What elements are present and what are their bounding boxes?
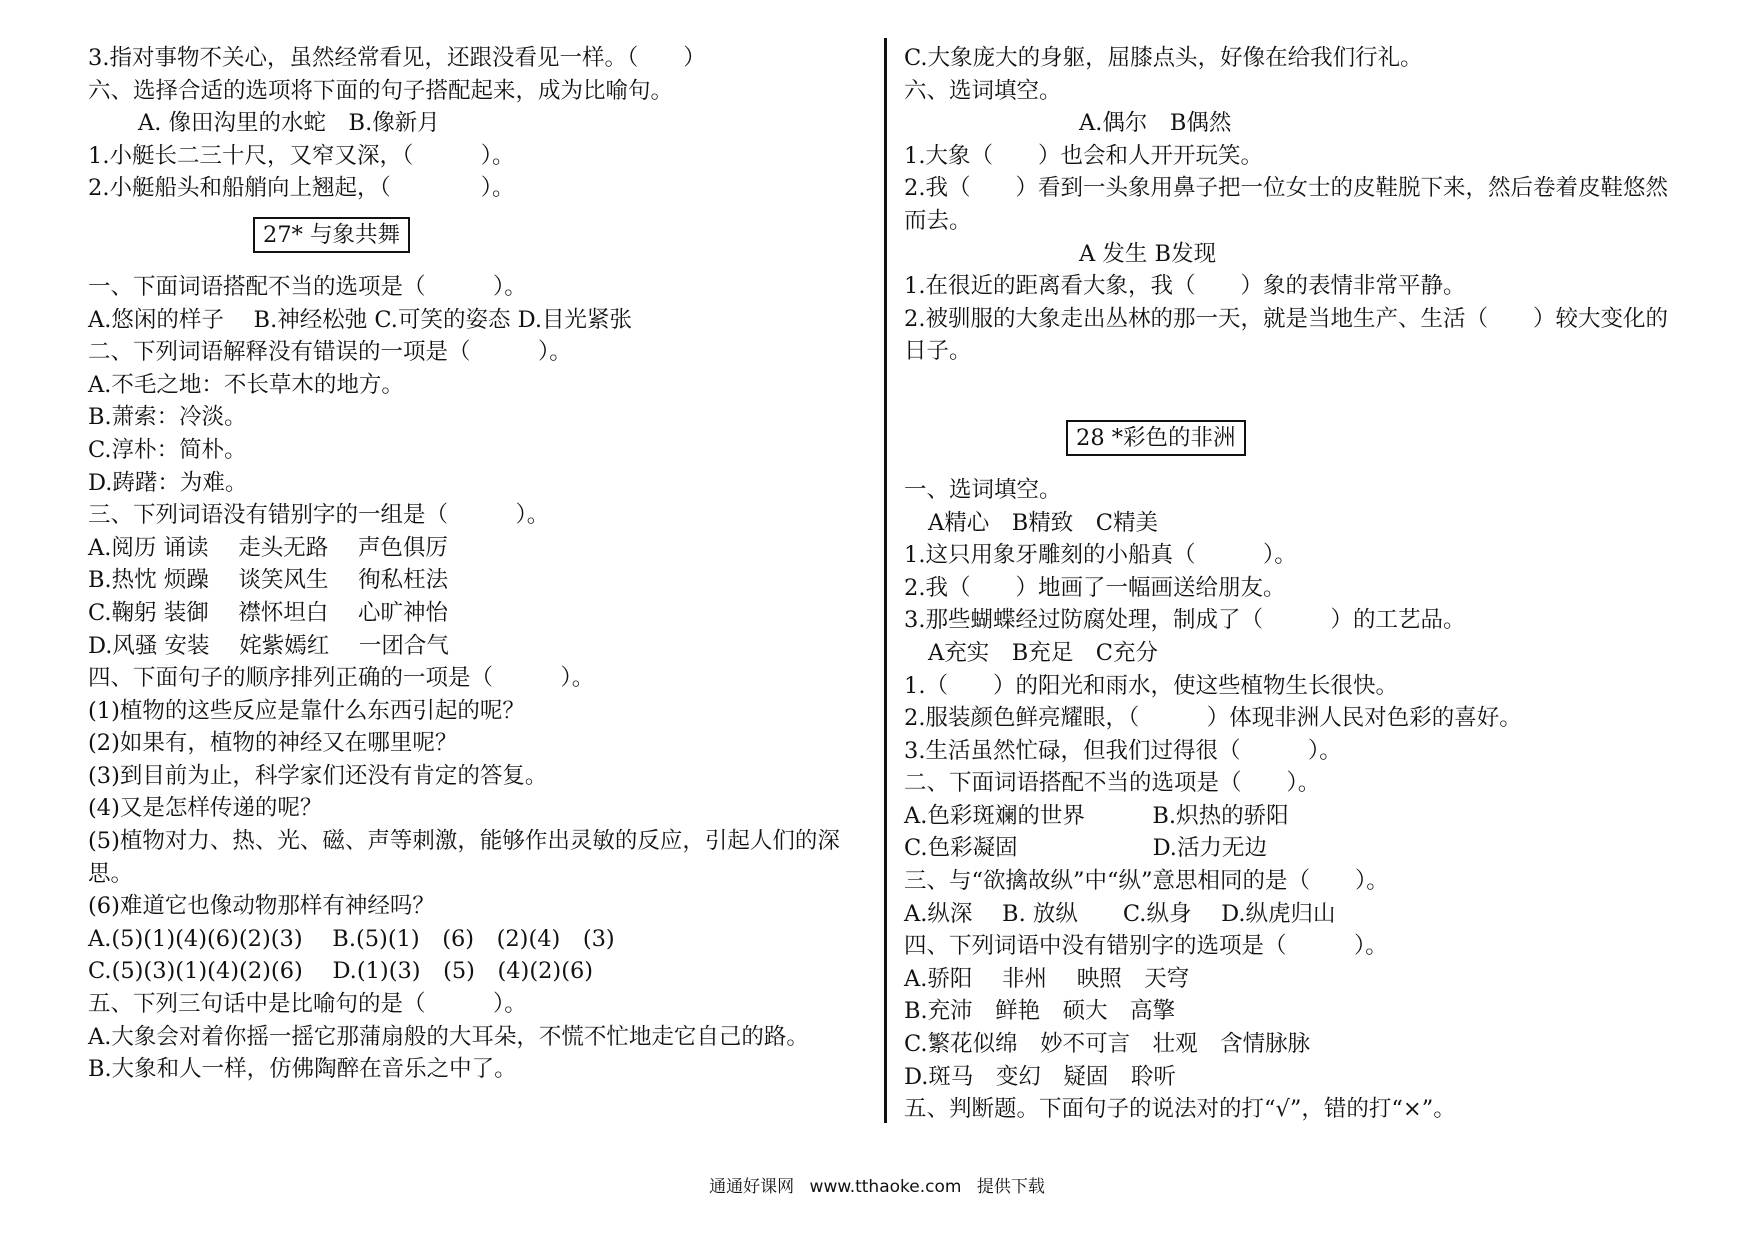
options-line: A.悠闲的样子 B.神经松弛 C.可笑的姿态 D.目光紧张 bbox=[88, 306, 632, 333]
options-line: A.色彩斑斓的世界 B.炽热的骄阳 bbox=[904, 802, 1289, 829]
sentence-item: (5)植物对力、热、光、磁、声等刺激，能够作出灵敏的反应，引起人们的深思。 bbox=[88, 828, 840, 887]
section-heading: 三、下列词语没有错别字的一组是（ ）。 bbox=[88, 502, 550, 529]
option-item: B.热忱 烦躁 谈笑风生 徇私枉法 bbox=[88, 567, 449, 594]
question-line: 3.指对事物不关心，虽然经常看见，还跟没看见一样。（ ） bbox=[88, 45, 706, 71]
lesson-title-27: 27* 与象共舞 bbox=[253, 217, 410, 253]
options-line: A. 像田沟里的水蛇 B.像新月 bbox=[138, 110, 440, 137]
lesson-title-28: 28 *彩色的非洲 bbox=[1066, 420, 1246, 456]
sentence-item: (1)植物的这些反应是靠什么东西引起的呢？ bbox=[88, 697, 525, 724]
section-heading: 六、选词填空。 bbox=[904, 77, 1062, 104]
options-line: A精心 B精致 C精美 bbox=[928, 509, 1158, 536]
sentence-item: (2)如果有，植物的神经又在哪里呢？ bbox=[88, 730, 458, 757]
option-item: A.骄阳 非州 映照 天穹 bbox=[904, 965, 1190, 992]
column-divider bbox=[884, 38, 887, 1123]
option-item: D.斑马 变幻 疑固 聆听 bbox=[904, 1063, 1176, 1090]
spacer bbox=[904, 368, 1684, 408]
section-heading: 五、判断题。下面句子的说法对的打“√”，错的打“×”。 bbox=[904, 1096, 1456, 1123]
question-line: 2.服装颜色鲜亮耀眼，（ ）体现非洲人民对色彩的喜好。 bbox=[904, 705, 1522, 732]
section-heading: 六、选择合适的选项将下面的句子搭配起来，成为比喻句。 bbox=[88, 77, 674, 104]
option-item: C.繁花似绵 妙不可言 壮观 含情脉脉 bbox=[904, 1031, 1311, 1058]
section-heading: 四、下面句子的顺序排列正确的一项是（ ）。 bbox=[88, 665, 595, 692]
option-item: A.阅历 诵读 走头无路 声色俱厉 bbox=[88, 534, 448, 561]
option-item: A.不毛之地：不长草木的地方。 bbox=[88, 371, 404, 398]
sentence-item: (6)难道它也像动物那样有神经吗？ bbox=[88, 893, 435, 920]
section-heading: 二、下列词语解释没有错误的一项是（ ）。 bbox=[88, 339, 572, 366]
options-line: C.色彩凝固 D.活力无边 bbox=[904, 835, 1267, 862]
option-item: B.充沛 鲜艳 硕大 高擎 bbox=[904, 998, 1176, 1025]
options-line: A 发生 B发现 bbox=[1079, 240, 1217, 267]
options-line: A.偶尔 B偶然 bbox=[1079, 110, 1232, 137]
sentence-item: (3)到目前为止，科学家们还没有肯定的答复。 bbox=[88, 762, 548, 789]
option-item: C.淳朴：简朴。 bbox=[88, 436, 247, 463]
question-line: 1.小艇长二三十尺，又窄又深，（ ）。 bbox=[88, 142, 515, 169]
option-item: D.风骚 安装 姹紫嫣红 一团合气 bbox=[88, 632, 449, 659]
options-line: C.(5)(3)(1)(4)(2)(6) D.(1)(3) (5) (4)(2)(6) bbox=[88, 958, 594, 985]
question-line: 1.（ ）的阳光和雨水，使这些植物生长很快。 bbox=[904, 672, 1398, 699]
question-line: 1.大象（ ）也会和人开开玩笑。 bbox=[904, 142, 1263, 169]
option-item: D.踌躇：为难。 bbox=[88, 469, 248, 496]
question-line: 2.我（ ）看到一头象用鼻子把一位女士的皮鞋脱下来，然后卷着皮鞋悠然而去。 bbox=[904, 175, 1668, 234]
section-heading: 四、下列词语中没有错别字的选项是（ ）。 bbox=[904, 933, 1388, 960]
footer-site: 通通好课网 bbox=[709, 1177, 795, 1197]
options-line: A充实 B充足 C充分 bbox=[928, 639, 1158, 666]
question-line: 3.那些蝴蝶经过防腐处理，制成了（ ）的工艺品。 bbox=[904, 607, 1466, 634]
right-column bbox=[904, 42, 1684, 1126]
option-item: B.萧索：冷淡。 bbox=[88, 404, 247, 431]
left-column bbox=[88, 42, 868, 1086]
question-line: 3.生活虽然忙碌，但我们过得很（ ）。 bbox=[904, 737, 1342, 764]
section-heading: 三、与“欲擒故纵”中“纵”意思相同的是（ ）。 bbox=[904, 868, 1389, 895]
option-item: A.大象会对着你摇一摇它那蒲扇般的大耳朵，不慌不忙地走它自己的路。 bbox=[88, 1023, 809, 1050]
footer-note: 提供下载 bbox=[976, 1177, 1045, 1197]
section-heading: 五、下列三句话中是比喻句的是（ ）。 bbox=[88, 991, 527, 1018]
question-line: 2.小艇船头和船艄向上翘起，（ ）。 bbox=[88, 175, 515, 202]
options-line: A.(5)(1)(4)(6)(2)(3) B.(5)(1) (6) (2)(4) (3) bbox=[88, 925, 615, 952]
option-item: C.鞠躬 装御 襟怀坦白 心旷神怡 bbox=[88, 599, 449, 626]
option-item: B.大象和人一样，仿佛陶醉在音乐之中了。 bbox=[88, 1056, 517, 1083]
section-heading: 一、下面词语搭配不当的选项是（ ）。 bbox=[88, 273, 527, 300]
footer-url[interactable]: www.tthaoke.com bbox=[809, 1177, 962, 1197]
page-footer bbox=[0, 1172, 1754, 1197]
sentence-item: (4)又是怎样传递的呢？ bbox=[88, 795, 323, 822]
question-line: 1.这只用象牙雕刻的小船真（ ）。 bbox=[904, 542, 1297, 569]
section-heading: 一、选词填空。 bbox=[904, 476, 1062, 503]
lesson-title-wrap bbox=[88, 205, 868, 271]
lesson-title-wrap bbox=[904, 408, 1684, 474]
option-item: C.大象庞大的身躯，屈膝点头，好像在给我们行礼。 bbox=[904, 45, 1423, 71]
question-line: 2.被驯服的大象走出丛林的那一天，就是当地生产、生活（ ）较大变化的日子。 bbox=[904, 305, 1668, 365]
question-line: 2.我（ ）地画了一幅画送给朋友。 bbox=[904, 574, 1286, 601]
options-line: A.纵深 B. 放纵 C.纵身 D.纵虎归山 bbox=[904, 900, 1336, 927]
question-line: 1.在很近的距离看大象，我（ ）象的表情非常平静。 bbox=[904, 273, 1466, 300]
section-heading: 二、下面词语搭配不当的选项是（ ）。 bbox=[904, 770, 1321, 797]
